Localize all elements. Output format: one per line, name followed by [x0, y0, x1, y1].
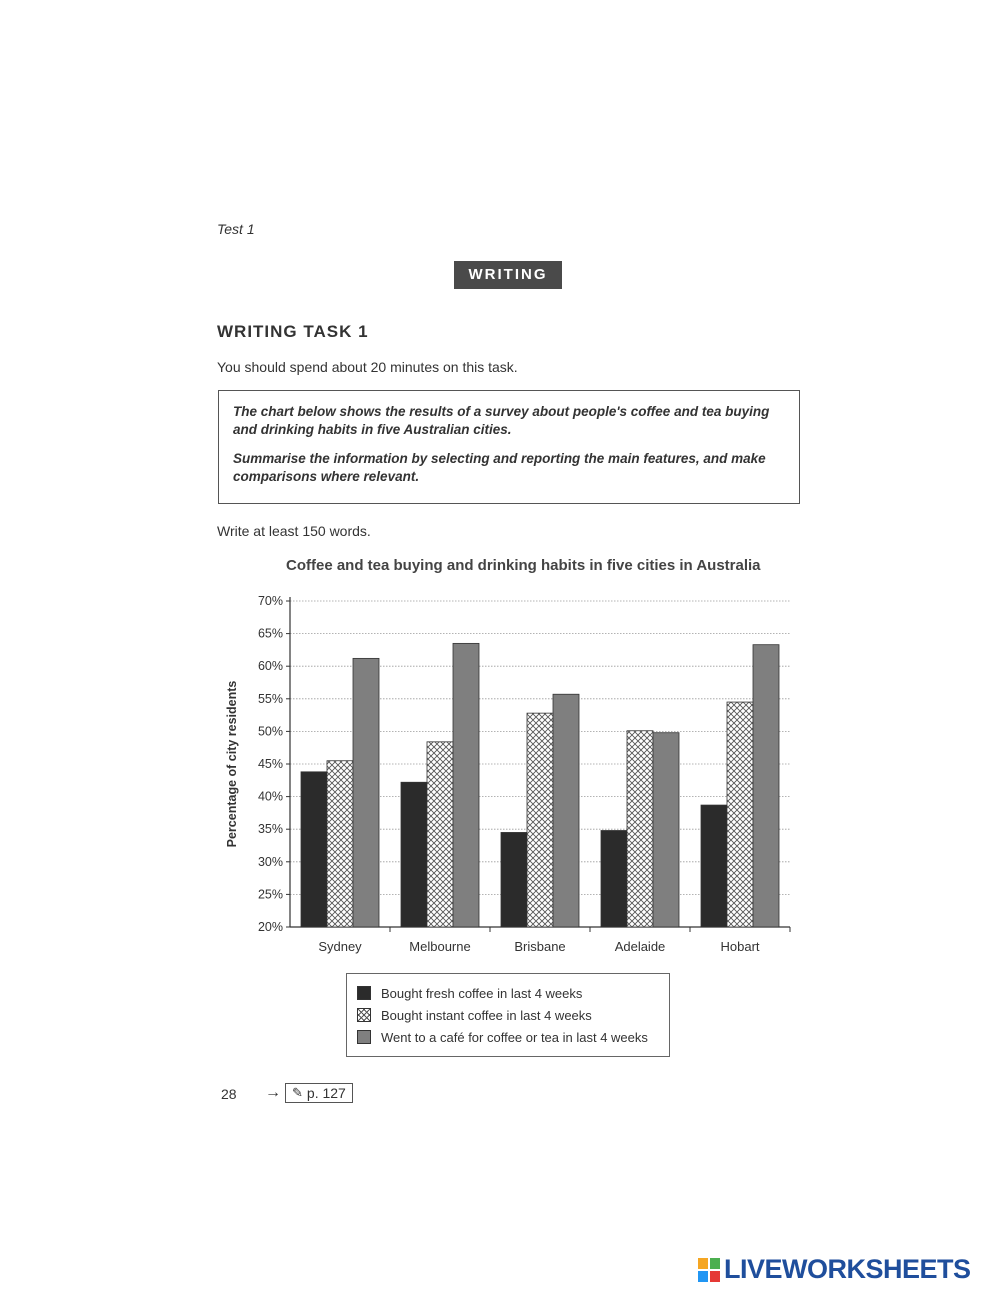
section-banner: WRITING [454, 261, 562, 289]
y-tick-label: 25% [257, 887, 283, 902]
bar-fresh-coffee [401, 782, 427, 927]
bar-cafe-visit [553, 694, 579, 927]
x-category-label: Brisbane [514, 939, 566, 954]
bar-cafe-visit [753, 645, 779, 927]
y-tick-label: 65% [257, 626, 283, 641]
legend-item-fresh [357, 982, 659, 1004]
brand-logo-icon [698, 1258, 720, 1282]
chart-legend [346, 973, 670, 1057]
page-ref-label: p. 127 [306, 1085, 346, 1101]
bar-cafe-visit [353, 658, 379, 927]
x-category-label: Hobart [720, 939, 760, 954]
prompt-summarise: Summarise the information by selecting and reporting the main features, and make comparisons where relevant. [233, 451, 766, 484]
y-tick-label: 30% [257, 854, 283, 869]
task-heading: WRITING TASK 1 [217, 322, 369, 341]
page-reference [265, 1083, 353, 1103]
bar-chart [200, 585, 820, 965]
bar-cafe-visit [653, 733, 679, 927]
legend-swatch-cafe [357, 1030, 371, 1044]
y-tick-label: 20% [257, 920, 283, 934]
bar-fresh-coffee [501, 832, 527, 927]
bar-instant-coffee [627, 731, 653, 927]
bar-instant-coffee [527, 713, 553, 927]
bar-instant-coffee [427, 742, 453, 927]
legend-label-cafe: Went to a café for coffee or tea in last 4 weeks [381, 1029, 648, 1045]
liveworksheets-brand [698, 1254, 971, 1285]
y-tick-label: 70% [257, 594, 283, 608]
y-tick-label: 35% [257, 822, 283, 837]
time-instruction: You should spend about 20 minutes on this task. [217, 359, 518, 375]
y-tick-label: 50% [257, 724, 283, 739]
bar-fresh-coffee [701, 805, 727, 927]
legend-item-instant [357, 1004, 659, 1026]
y-tick-label: 40% [257, 789, 283, 804]
y-tick-label: 60% [257, 659, 283, 674]
task-prompt-box [218, 390, 800, 504]
bar-fresh-coffee [601, 831, 627, 927]
x-category-label: Sydney [318, 939, 362, 954]
bar-instant-coffee [727, 702, 753, 927]
bar-instant-coffee [327, 761, 353, 927]
bar-fresh-coffee [301, 772, 327, 927]
page-ref-box [285, 1083, 353, 1103]
y-tick-label: 45% [257, 757, 283, 771]
chart-title: Coffee and tea buying and drinking habits in five cities in Australia [286, 557, 761, 574]
pencil-icon: ✎ [292, 1085, 303, 1100]
brand-name: LIVEWORKSHEETS [724, 1254, 971, 1284]
legend-item-cafe [357, 1026, 659, 1048]
bar-cafe-visit [453, 643, 479, 927]
prompt-description: The chart below shows the results of a survey about people's coffee and tea buying and drinking habits in five Australian cities. [233, 404, 770, 437]
y-axis-label: Percentage of city residents [225, 680, 239, 848]
legend-label-fresh: Bought fresh coffee in last 4 weeks [381, 985, 583, 1001]
word-count-instruction: Write at least 150 words. [217, 523, 371, 539]
legend-swatch-instant [357, 1008, 371, 1022]
x-category-label: Melbourne [409, 939, 471, 954]
test-label: Test 1 [217, 221, 255, 237]
page-number: 28 [221, 1086, 237, 1102]
legend-swatch-fresh [357, 986, 371, 1000]
arrow-icon: → [265, 1084, 281, 1101]
y-tick-label: 55% [257, 691, 283, 706]
legend-label-instant: Bought instant coffee in last 4 weeks [381, 1007, 592, 1023]
x-category-label: Adelaide [614, 939, 666, 954]
